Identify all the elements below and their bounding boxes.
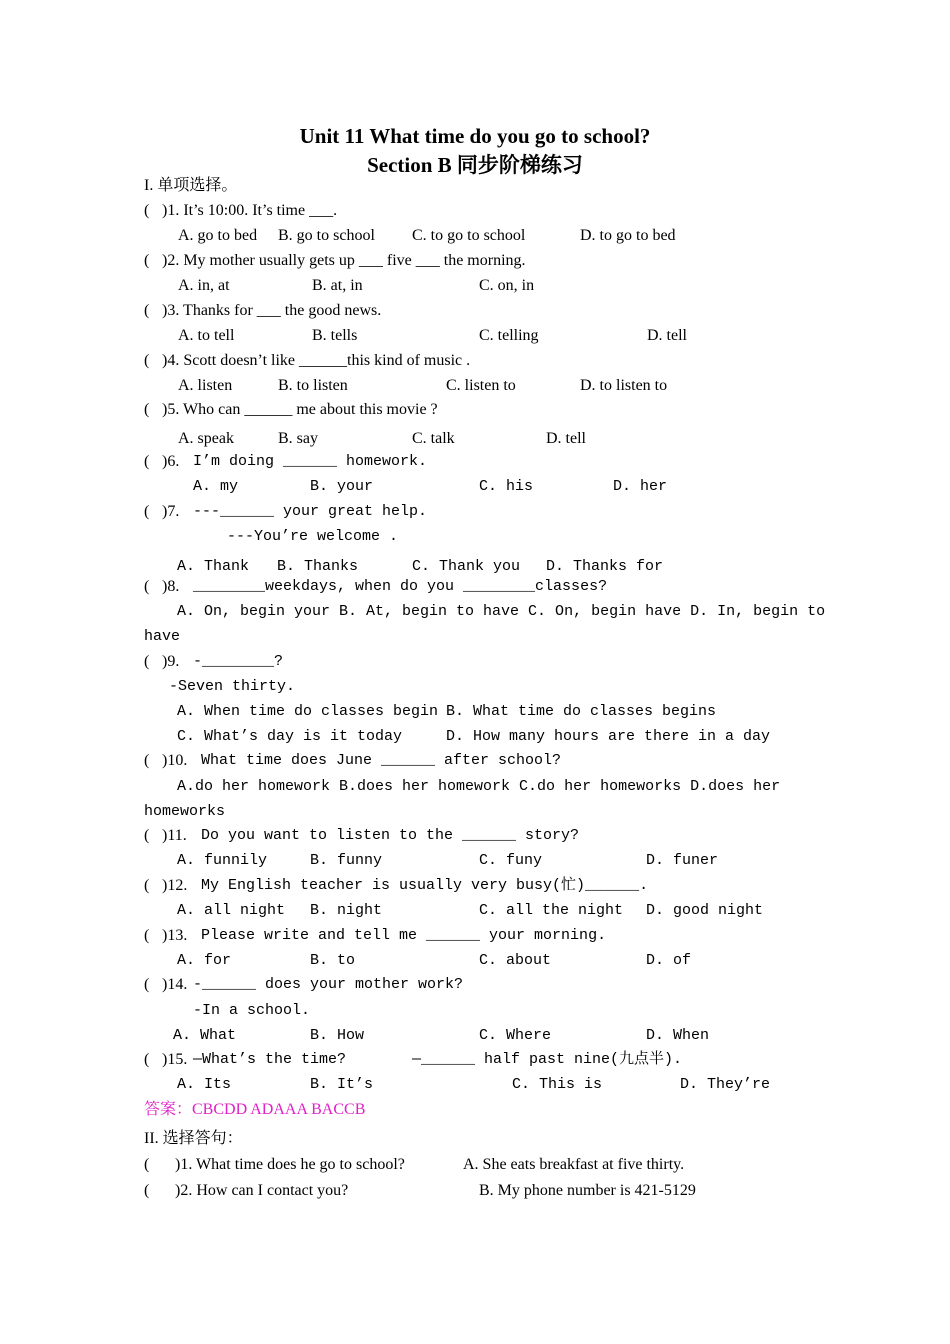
answer-bracket[interactable]: ( bbox=[144, 927, 150, 944]
option-c: C. his bbox=[479, 478, 534, 495]
question-number: )15. bbox=[162, 1051, 188, 1068]
option-a: A. go to bed bbox=[178, 227, 258, 244]
option-a: A. for bbox=[177, 952, 232, 969]
question-number: )7. bbox=[162, 503, 180, 520]
option-b: B. night bbox=[310, 902, 383, 919]
option-b: B. say bbox=[278, 430, 318, 447]
question-stem: )1. What time does he go to school? bbox=[175, 1156, 405, 1173]
option-c: C. about bbox=[479, 952, 552, 969]
answer-bracket[interactable]: ( bbox=[144, 1182, 150, 1199]
option-d: D. funer bbox=[646, 852, 719, 869]
answer-bracket[interactable]: ( bbox=[144, 752, 150, 769]
option-a: A. listen bbox=[178, 377, 233, 394]
option-a: A. When time do classes begin bbox=[177, 703, 439, 720]
question-number: )10. bbox=[162, 752, 188, 769]
question-stem: )2. My mother usually gets up ___ five ___ the morning. bbox=[162, 252, 526, 269]
question-7-reply: ---You’re welcome . bbox=[227, 528, 399, 545]
option-a: A. speak bbox=[178, 430, 234, 447]
option-a: A. Thank bbox=[177, 558, 250, 575]
answer-bracket[interactable]: ( bbox=[144, 1156, 150, 1173]
question-stem: -______ does your mother work? bbox=[193, 976, 464, 993]
title-line-2: Section B 同步阶梯练习 bbox=[367, 153, 583, 177]
question-number: )11. bbox=[162, 827, 187, 844]
option-c: C. What’s day is it today bbox=[177, 728, 403, 745]
question-14-reply: -In a school. bbox=[193, 1002, 311, 1019]
question-stem: My English teacher is usually very busy(忙)______. bbox=[201, 877, 649, 894]
option-c: C. telling bbox=[479, 327, 539, 344]
question-8-options-continued: have bbox=[144, 628, 181, 645]
answer-bracket[interactable]: ( bbox=[144, 252, 150, 269]
title-line-1: Unit 11 What time do you go to school? bbox=[299, 124, 651, 148]
question-stem: )5. Who can ______ me about this movie ? bbox=[162, 401, 438, 418]
option-d: D. her bbox=[613, 478, 668, 495]
match-answer: B. My phone number is 421-5129 bbox=[479, 1182, 696, 1199]
answer-bracket[interactable]: ( bbox=[144, 653, 150, 670]
question-number: )13. bbox=[162, 927, 188, 944]
option-c: C. Where bbox=[479, 1027, 552, 1044]
option-d: D. When bbox=[646, 1027, 710, 1044]
option-b: B. What time do classes begins bbox=[446, 703, 717, 720]
option-b: B. to listen bbox=[278, 377, 348, 394]
question-stem: Do you want to listen to the ______ story? bbox=[201, 827, 580, 844]
option-a: A. my bbox=[193, 478, 239, 495]
question-number: )8. bbox=[162, 578, 180, 595]
question-stem-reply: —______ half past nine(九点半). bbox=[412, 1051, 683, 1068]
question-number: )9. bbox=[162, 653, 180, 670]
answer-bracket[interactable]: ( bbox=[144, 401, 150, 418]
question-stem: )2. How can I contact you? bbox=[175, 1182, 349, 1199]
option-b: B. go to school bbox=[278, 227, 375, 244]
option-b: B. It’s bbox=[310, 1076, 374, 1093]
option-a: A. to tell bbox=[178, 327, 235, 344]
question-10-options: A.do her homework B.does her homework C.do her homeworks D.does her bbox=[177, 778, 781, 795]
option-a: A. What bbox=[173, 1027, 237, 1044]
option-d: D. Thanks for bbox=[546, 558, 664, 575]
question-stem: I’m doing ______ homework. bbox=[193, 453, 428, 470]
option-a: A. all night bbox=[177, 902, 286, 919]
section-2-heading: II. 选择答句： bbox=[144, 1130, 243, 1147]
option-c: C. on, in bbox=[479, 277, 535, 294]
question-10-options-continued: homeworks bbox=[144, 803, 226, 820]
option-c: C. Thank you bbox=[412, 558, 521, 575]
answer-bracket[interactable]: ( bbox=[144, 352, 150, 369]
question-stem: )3. Thanks for ___ the good news. bbox=[162, 302, 382, 319]
answer-bracket[interactable]: ( bbox=[144, 1051, 150, 1068]
option-d: D. They’re bbox=[680, 1076, 771, 1093]
match-answer: A. She eats breakfast at five thirty. bbox=[463, 1156, 685, 1173]
option-c: C. funy bbox=[479, 852, 543, 869]
section-1-heading: I. 单项选择。 bbox=[144, 177, 238, 194]
answer-bracket[interactable]: ( bbox=[144, 453, 150, 470]
question-stem: What time does June ______ after school? bbox=[201, 752, 562, 769]
option-a: A. in, at bbox=[178, 277, 230, 294]
question-9-reply: -Seven thirty. bbox=[169, 678, 296, 695]
answer-bracket[interactable]: ( bbox=[144, 578, 150, 595]
option-d: D. How many hours are there in a day bbox=[446, 728, 771, 745]
option-c: C. to go to school bbox=[412, 227, 526, 244]
question-number: )14. bbox=[162, 976, 188, 993]
question-stem: Please write and tell me ______ your morning. bbox=[201, 927, 607, 944]
option-b: B. to bbox=[310, 952, 356, 969]
question-stem: )1. It’s 10:00. It’s time ___. bbox=[162, 202, 338, 219]
option-b: B. funny bbox=[310, 852, 383, 869]
question-stem: ---______ your great help. bbox=[193, 503, 428, 520]
option-d: D. tell bbox=[546, 430, 586, 447]
question-number: )12. bbox=[162, 877, 188, 894]
answer-bracket[interactable]: ( bbox=[144, 503, 150, 520]
answer-key: 答案：CBCDD ADAAA BACCB bbox=[144, 1101, 366, 1118]
option-d: D. to go to bed bbox=[580, 227, 676, 244]
option-d: D. tell bbox=[647, 327, 687, 344]
question-stem: )4. Scott doesn’t like ______this kind of music . bbox=[162, 352, 471, 369]
option-d: D. to listen to bbox=[580, 377, 668, 394]
option-b: B. at, in bbox=[312, 277, 363, 294]
answer-bracket[interactable]: ( bbox=[144, 877, 150, 894]
option-b: B. tells bbox=[312, 327, 358, 344]
answer-bracket[interactable]: ( bbox=[144, 202, 150, 219]
answer-bracket[interactable]: ( bbox=[144, 827, 150, 844]
question-number: )6. bbox=[162, 453, 180, 470]
option-c: C. talk bbox=[412, 430, 455, 447]
question-stem: -________? bbox=[193, 653, 284, 670]
option-a: A. Its bbox=[177, 1076, 232, 1093]
option-b: B. your bbox=[310, 478, 374, 495]
option-b: B. How bbox=[310, 1027, 365, 1044]
answer-bracket[interactable]: ( bbox=[144, 976, 150, 993]
question-stem: ________weekdays, when do you ________classes? bbox=[193, 578, 608, 595]
question-stem: —What’s the time? bbox=[193, 1051, 347, 1068]
question-8-options: A. On, begin your B. At, begin to have C. On, begin have D. In, begin to bbox=[177, 603, 826, 620]
answer-bracket[interactable]: ( bbox=[144, 302, 150, 319]
option-c: C. This is bbox=[512, 1076, 603, 1093]
option-c: C. listen to bbox=[446, 377, 516, 394]
option-a: A. funnily bbox=[177, 852, 268, 869]
option-d: D. of bbox=[646, 952, 692, 969]
option-b: B. Thanks bbox=[277, 558, 359, 575]
option-d: D. good night bbox=[646, 902, 764, 919]
option-c: C. all the night bbox=[479, 902, 624, 919]
